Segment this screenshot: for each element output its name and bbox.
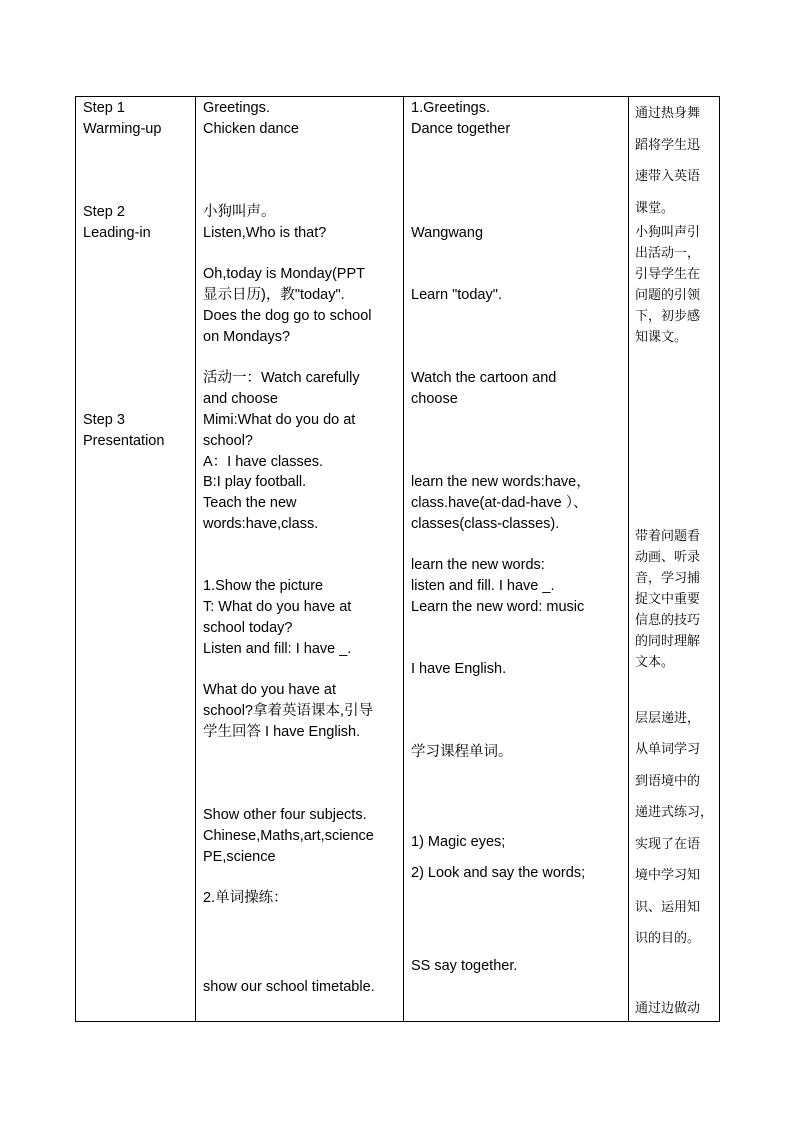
design-note-line: 通过热身舞 — [635, 105, 701, 120]
teacher-activity-line: PE,science — [203, 849, 276, 865]
teacher-activity-line: Chicken dance — [203, 121, 299, 137]
teacher-activity-line: 2.单词操练： — [203, 890, 288, 906]
design-note-line: 实现了在语 — [635, 836, 701, 851]
design-note-line: 捉文中重要 — [635, 591, 701, 606]
design-note-line: 知课文。 — [635, 329, 688, 344]
design-note-line: 文本。 — [635, 654, 675, 669]
student-activity-line: learn the new words: — [411, 557, 545, 573]
teacher-activity-line: Does the dog go to school — [203, 308, 372, 324]
design-note-line: 境中学习知 — [635, 867, 701, 882]
design-note-line: 小狗叫声引 — [635, 224, 701, 239]
teacher-activity-line: Show other four subjects. — [203, 807, 367, 823]
design-note-line: 引导学生在 — [635, 266, 701, 281]
teacher-activity-line: 小狗叫声。 — [203, 204, 276, 220]
student-activity-line: 2) Look and say the words; — [411, 865, 586, 881]
student-activity-line: Watch the cartoon and — [411, 370, 557, 386]
design-note-line: 信息的技巧 — [635, 612, 701, 627]
design-note-line: 动画、听录 — [635, 549, 701, 564]
teacher-activity-line: Greetings. — [203, 100, 270, 116]
teacher-activity-line: school?拿着英语课本,引导 — [203, 703, 374, 719]
column-divider — [195, 97, 196, 1021]
teacher-activity-line: words:have,class. — [203, 516, 319, 532]
step2-name: Leading-in — [83, 225, 151, 241]
student-activity-line: choose — [411, 391, 458, 407]
student-activity-line: classes(class-classes). — [411, 516, 560, 532]
step1-title: Step 1 — [83, 100, 125, 116]
teacher-activity-line: What do you have at — [203, 682, 336, 698]
step1-name: Warming-up — [83, 121, 162, 137]
teacher-activity-line: 显示日历)，教"today". — [203, 287, 345, 303]
column-divider — [628, 97, 629, 1021]
teacher-activity-line: 1.Show the picture — [203, 578, 324, 594]
teacher-activity-line: on Mondays? — [203, 329, 291, 345]
teacher-activity-line: school today? — [203, 620, 293, 636]
teacher-activity-line: Oh,today is Monday(PPT — [203, 266, 365, 282]
step2-title: Step 2 — [83, 204, 125, 220]
teacher-activity-line: Mimi:What do you do at — [203, 412, 356, 428]
design-note-line: 速带入英语 — [635, 168, 701, 183]
teacher-activity-line: Teach the new — [203, 495, 297, 511]
design-note-line: 的同时理解 — [635, 633, 701, 648]
teacher-activity-line: T: What do you have at — [203, 599, 352, 615]
step3-title: Step 3 — [83, 412, 125, 428]
student-activity-line: I have English. — [411, 661, 507, 677]
student-activity-line: Learn the new word: music — [411, 599, 585, 615]
design-note-line: 从单词学习 — [635, 741, 701, 756]
step3-name: Presentation — [83, 433, 165, 449]
student-activity-line: 1) Magic eyes; — [411, 834, 506, 850]
teacher-activity-line: and choose — [203, 391, 278, 407]
design-note-line: 音，学习捕 — [635, 570, 701, 585]
design-note-line: 识的目的。 — [635, 930, 701, 945]
student-activity-line: listen and fill. I have _. — [411, 578, 555, 594]
design-note-line: 递进式练习， — [635, 804, 714, 819]
column-divider — [403, 97, 404, 1021]
student-activity-line: Learn "today". — [411, 287, 502, 303]
design-note-line: 到语境中的 — [635, 773, 701, 788]
design-note-line: 出活动一， — [635, 245, 701, 260]
teacher-activity-line: Chinese,Maths,art,science — [203, 828, 374, 844]
design-note-line: 带着问题看 — [635, 528, 701, 543]
teacher-activity-line: Listen,Who is that? — [203, 225, 327, 241]
teacher-activity-line: A：I have classes. — [203, 454, 324, 470]
teacher-activity-line: show our school timetable. — [203, 979, 375, 995]
student-activity-line: learn the new words:have， — [411, 474, 591, 490]
teacher-activity-line: B:I play football. — [203, 474, 307, 490]
teacher-activity-line: 学生回答 I have English. — [203, 724, 361, 740]
lesson-plan-table — [75, 96, 720, 1022]
teacher-activity-line: Listen and fill: I have _. — [203, 641, 352, 657]
student-activity-line: Dance together — [411, 121, 511, 137]
student-activity-line: 学习课程单词。 — [411, 744, 513, 760]
design-note-line: 通过边做动 — [635, 1000, 701, 1015]
design-note-line: 层层递进， — [635, 710, 701, 725]
student-activity-line: class.have(at-dad-have ）、 — [411, 495, 588, 511]
teacher-activity-line: school? — [203, 433, 253, 449]
design-note-line: 蹈将学生迅 — [635, 137, 701, 152]
design-note-line: 问题的引领 — [635, 287, 701, 302]
teacher-activity-line: 活动一：Watch carefully — [203, 370, 360, 386]
design-note-line: 识、运用知 — [635, 899, 701, 914]
student-activity-line: 1.Greetings. — [411, 100, 490, 116]
student-activity-line: SS say together. — [411, 958, 518, 974]
design-note-line: 课堂。 — [635, 200, 675, 215]
design-note-line: 下，初步感 — [635, 308, 701, 323]
student-activity-line: Wangwang — [411, 225, 484, 241]
